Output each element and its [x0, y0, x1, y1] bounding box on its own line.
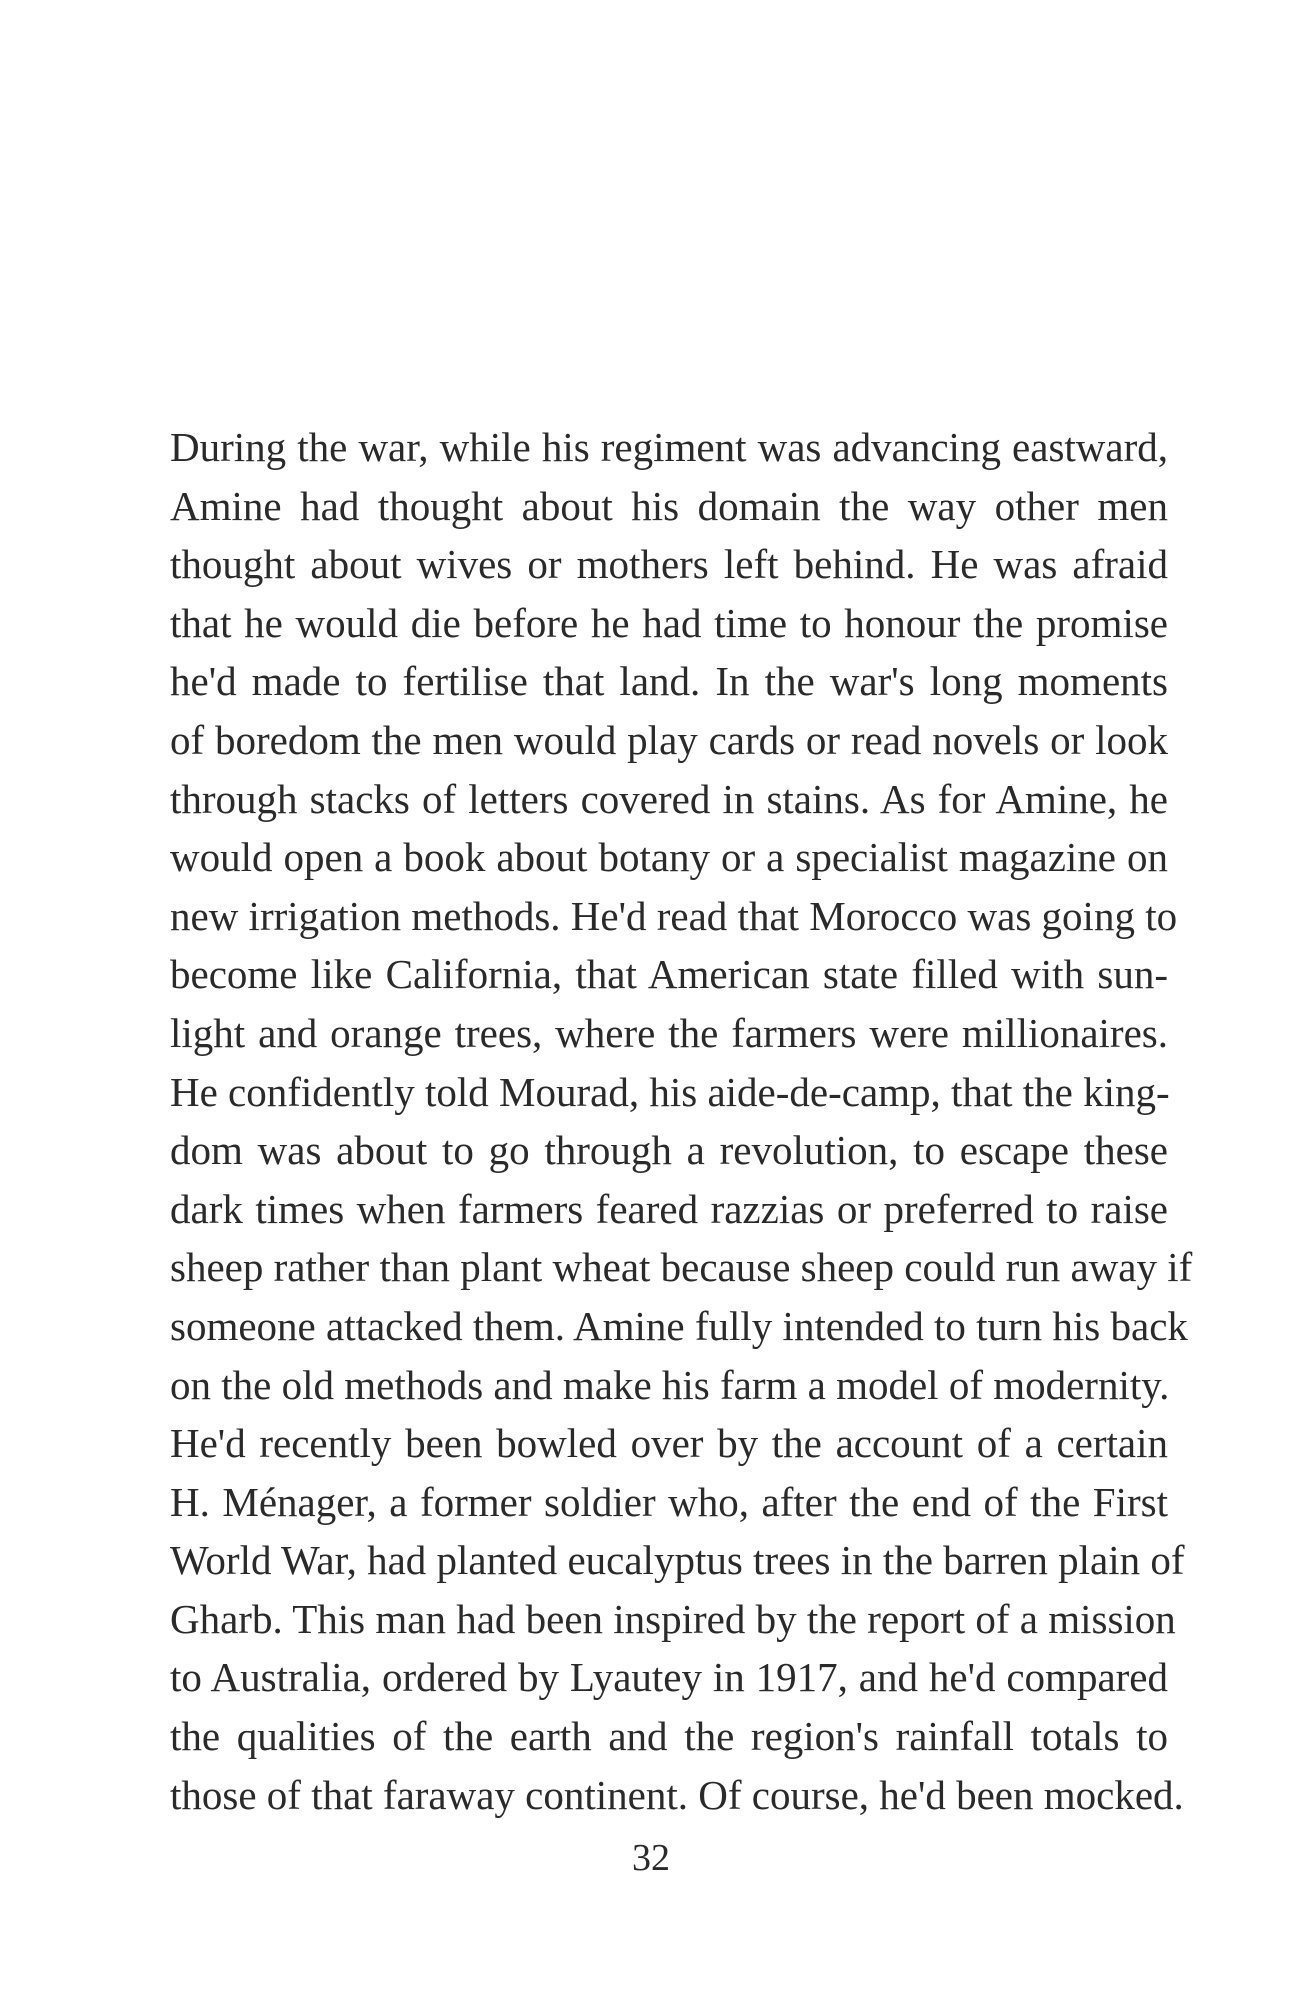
body-text — [170, 418, 1193, 1824]
page-number: 32 — [632, 1837, 670, 1879]
text-line: those of that faraway continent. Of course, he'd been mocked. — [170, 1771, 1184, 1818]
text-line: through stacks of letters covered in stains. As for Amine, he — [170, 775, 1168, 822]
text-line: He'd recently been bowled over by the account of a certain — [170, 1420, 1168, 1467]
text-line: thought about wives or mothers left behind. He was afraid — [170, 541, 1168, 588]
text-line: During the war, while his regiment was advancing eastward, — [170, 424, 1168, 470]
text-line: he'd made to fertilise that land. In the war's long moments — [170, 658, 1168, 705]
text-line: would open a book about botany or a specialist magazine on — [170, 834, 1168, 881]
text-line: World War, had planted eucalyptus trees in the barren plain of — [170, 1537, 1185, 1584]
text-line: dark times when farmers feared razzias or preferred to raise — [170, 1185, 1168, 1232]
text-line: H. Ménager, a former soldier who, after the end of the First — [170, 1478, 1168, 1525]
text-line: the qualities of the earth and the region's rainfall totals to — [170, 1713, 1168, 1760]
text-line: He confidently told Mourad, his aide-de-camp, that the king- — [170, 1068, 1170, 1115]
text-line: sheep rather than plant wheat because sheep could run away if — [170, 1244, 1193, 1291]
text-line: to Australia, ordered by Lyautey in 1917, and he'd compared — [170, 1654, 1168, 1701]
text-line: someone attacked them. Amine fully intended to turn his back — [170, 1302, 1188, 1349]
text-line: become like California, that American state filled with sun- — [170, 951, 1168, 998]
text-line: light and orange trees, where the farmers were millionaires. — [170, 1009, 1168, 1056]
text-line: that he would die before he had time to honour the promise — [170, 599, 1168, 646]
text-line: on the old methods and make his farm a model of modernity. — [170, 1361, 1170, 1408]
text-line: Gharb. This man had been inspired by the report of a mission — [170, 1595, 1176, 1642]
text-line: new irrigation methods. He'd read that Morocco was going to — [170, 892, 1178, 939]
text-line: dom was about to go through a revolution, to escape these — [170, 1127, 1168, 1174]
text-line: Amine had thought about his domain the way other men — [170, 482, 1168, 529]
text-line: of boredom the men would play cards or read novels or look — [170, 716, 1168, 763]
